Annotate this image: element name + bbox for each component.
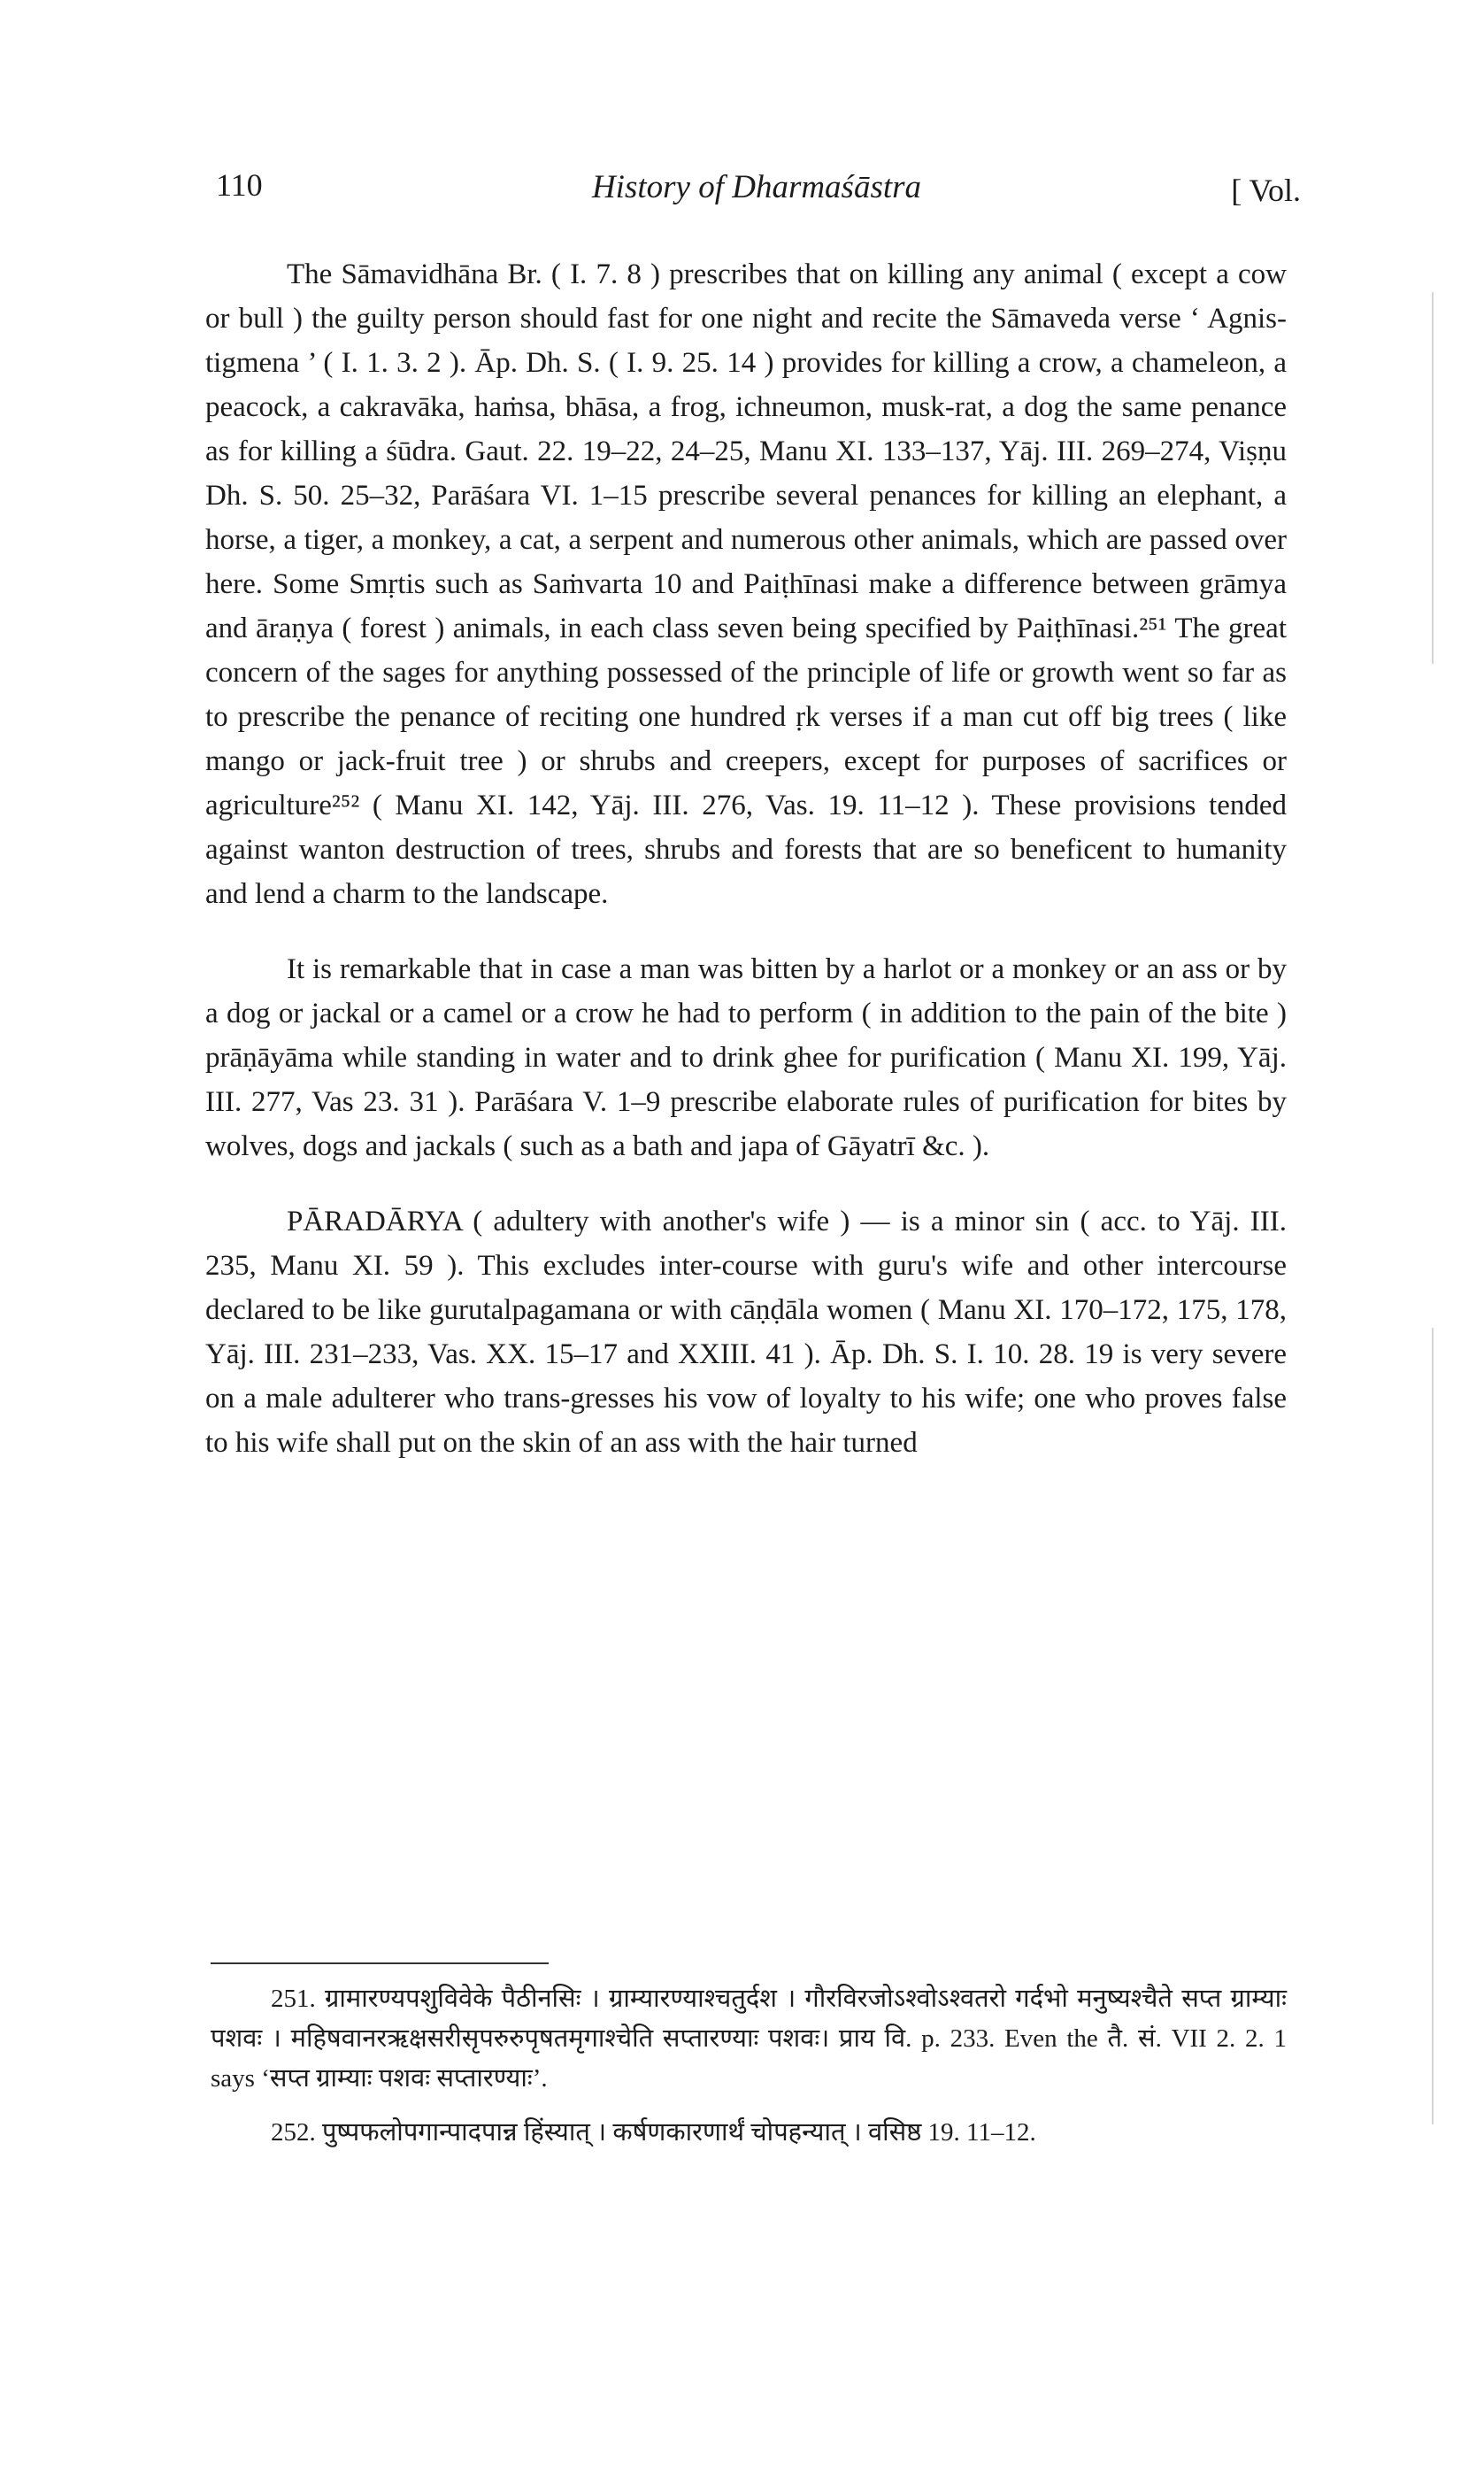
footnote-252: 252. पुष्पफलोपगान्पादपान्न हिंस्यात् । कर्षणकारणार्थं चोपहन्यात् । वसिष्ठ 19. 11–12.: [271, 2118, 1036, 2147]
scan-margin-line: [1432, 292, 1434, 664]
paragraph-paradarya: PĀRADĀRYA ( adultery with another's wife ) — is a minor sin ( acc. to Yāj. III. 235, Manu XI. 59 ). This excludes inter-course with guru's wife and other intercourse declared to be like gurutalpagamana or with cāṇḍāla women ( Manu XI. 170–172, 175, 178, Yāj. III. 231–233, Vas. XX. 15–17 and XXIII. 41 ). Āp. Dh. S. I. 10. 28. 19 is very severe on a male adulterer who trans-gresses his vow of loyalty to his wife; one who proves false to his wife shall put on the skin of an ass with the hair turned: [205, 1206, 1287, 1459]
paragraph-samavidhana: The Sāmavidhāna Br. ( I. 7. 8 ) prescribes that on killing any animal ( except a cow or bull ) the guilty person should fast for one night and recite the Sāmaveda verse ‘ Agnis-tigmena ’ ( I. 1. 3. 2 ). Āp. Dh. S. ( I. 9. 25. 14 ) provides for killing a crow, a chameleon, a peacock, a cakravāka, haṁsa, bhāsa, a frog, ichneumon, musk-rat, a dog the same penance as for killing a śūdra. Gaut. 22. 19–22, 24–25, Manu XI. 133–137, Yāj. III. 269–274, Viṣṇu Dh. S. 50. 25–32, Parāśara VI. 1–15 prescribe several penances for killing an elephant, a horse, a tiger, a monkey, a cat, a serpent and numerous other animals, which are passed over here. Some Smṛtis such as Saṁvarta 10 and Paiṭhīnasi make a difference between grāmya and āraṇya ( forest ) animals, in each class seven being specified by Paiṭhīnasi.²⁵¹ The great concern of the sages for anything possessed of the principle of life or growth went so far as to prescribe the penance of reciting one hundred ṛk verses if a man cut off big trees ( like mango or jack-fruit tree ) or shrubs and creepers, except for purposes of sacrifices or agriculture²⁵² ( Manu XI. 142, Yāj. III. 276, Vas. 19. 11–12 ). These provisions tended against wanton destruction of trees, shrubs and forests that are so beneficent to humanity and lend a charm to the landscape.: [205, 258, 1287, 910]
scan-margin-line: [1432, 1328, 1434, 2124]
paragraph-bites: It is remarkable that in case a man was bitten by a harlot or a monkey or an ass or by a dog or jackal or a camel or a crow he had to perform ( in addition to the pain of the bite ) prāṇāyāma while standing in water and to drink ghee for purification ( Manu XI. 199, Yāj. III. 277, Vas 23. 31 ). Parāśara V. 1–9 prescribe elaborate rules of purification for bites by wolves, dogs and jackals ( such as a bath and japa of Gāyatrī &c. ).: [205, 953, 1287, 1162]
page-number: 110: [216, 167, 263, 203]
main-text: [205, 252, 1287, 1496]
running-title: History of Dharmaśāstra: [591, 169, 922, 205]
footnote-251: 251. ग्रामारण्यपशुविवेके पैठीनसिः । ग्राम्यारण्याश्चतुर्दश । गौरविरजोऽश्वोऽश्वतरो गर्दभो मनुष्यश्चैते सप्त ग्राम्याः पशवः । महिषवानरऋक्षसरीसृपरुरुपृषतमृगाश्चेति सप्तारण्याः पशवः। प्राय वि. p. 233. Even the तै. सं. VII 2. 2. 1 says ‘सप्त ग्राम्याः पशवः सप्तारण्याः’.: [211, 1985, 1287, 2093]
volume-label: [ Vol.: [1231, 173, 1301, 208]
footnotes: [211, 1979, 1287, 2167]
running-header: [212, 158, 1301, 211]
footnote-rule: [211, 1962, 549, 1964]
